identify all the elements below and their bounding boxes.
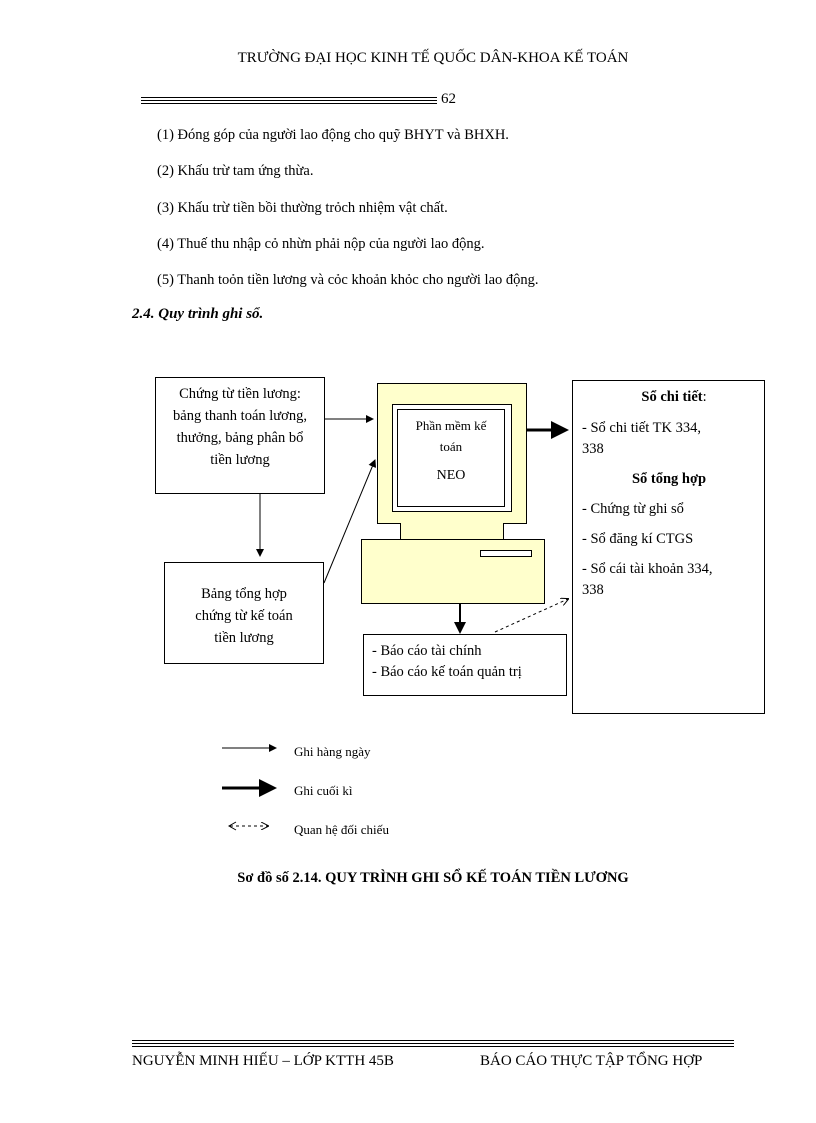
- software-name: NEO: [436, 468, 466, 483]
- legend-reconcile-label: Quan hệ đối chiếu: [294, 822, 389, 837]
- page-number: 62: [441, 91, 456, 107]
- computer-neck: [400, 523, 504, 540]
- software-label: Phần mềm kế: [415, 418, 487, 433]
- diagram-caption: Sơ đồ số 2.14. QUY TRÌNH GHI SỔ KẾ TOÁN TIỀN LƯƠNG: [237, 870, 629, 886]
- summary-box-line: tiền lương: [214, 630, 274, 646]
- footer-author: NGUYỄN MINH HIẾU – LỚP KTTH 45B: [132, 1053, 394, 1069]
- detail-books-title: Sổ chi tiết: [641, 389, 703, 405]
- legend-daily-label: Ghi hàng ngày: [294, 744, 371, 759]
- software-label-frame: [397, 409, 505, 507]
- general-books-item: - Sổ đăng kí CTGS: [582, 531, 694, 547]
- software-label: toán: [439, 439, 463, 454]
- source-box-line: tiền lương: [210, 452, 270, 468]
- reports-box: [363, 634, 567, 696]
- list-item: (3) Khấu trừ tiền bồi thường trỏch nhiệm vật chất.: [157, 200, 448, 216]
- computer-drive-slot: [480, 550, 532, 557]
- detail-books-item: - Sổ chi tiết TK 334,: [582, 420, 701, 436]
- footer-rule: [132, 1040, 734, 1047]
- list-item: (2) Khấu trừ tam ứng thừa.: [157, 163, 314, 179]
- general-books-title: Sổ tổng hợp: [631, 471, 707, 487]
- list-item: (5) Thanh toỏn tiền lương và cỏc khoản khỏc cho người lao động.: [157, 272, 539, 288]
- summary-box-line: Bảng tổng hợp: [201, 586, 287, 602]
- general-books-item-cont: 338: [582, 582, 604, 598]
- list-item: (4) Thuế thu nhập cỏ nhừn phải nộp của người lao động.: [157, 236, 485, 252]
- report-item: - Báo cáo tài chính: [372, 643, 482, 659]
- page-header-title: TRƯỜNG ĐẠI HỌC KINH TẾ QUỐC DÂN-KHOA KẾ TOÁN: [237, 50, 629, 66]
- source-documents-box: [155, 377, 325, 494]
- source-box-line: Chứng từ tiền lương:: [179, 386, 301, 402]
- list-item: (1) Đóng góp của người lao động cho quỹ BHYT và BHXH.: [157, 127, 509, 143]
- legend-period-end-label: Ghi cuối kì: [294, 783, 353, 798]
- general-books-item: - Chứng từ ghi sổ: [582, 501, 684, 517]
- section-heading: 2.4. Quy trình ghi sổ.: [132, 306, 264, 322]
- books-box: [572, 380, 765, 714]
- general-books-item: - Sổ cái tài khoản 334,: [582, 561, 713, 577]
- computer-base: [361, 539, 545, 604]
- detail-books-item-cont: 338: [582, 441, 604, 457]
- source-box-line: thưởng, bảng phân bổ: [176, 430, 304, 446]
- detail-books-colon: :: [702, 389, 707, 405]
- report-item: - Báo cáo kế toán quản trị: [372, 664, 522, 680]
- footer-report-title: BÁO CÁO THỰC TẬP TỔNG HỢP: [480, 1053, 703, 1069]
- summary-box-line: chứng từ kế toán: [195, 608, 293, 624]
- source-box-line: bảng thanh toán lương,: [173, 408, 307, 424]
- summary-box: [164, 562, 324, 664]
